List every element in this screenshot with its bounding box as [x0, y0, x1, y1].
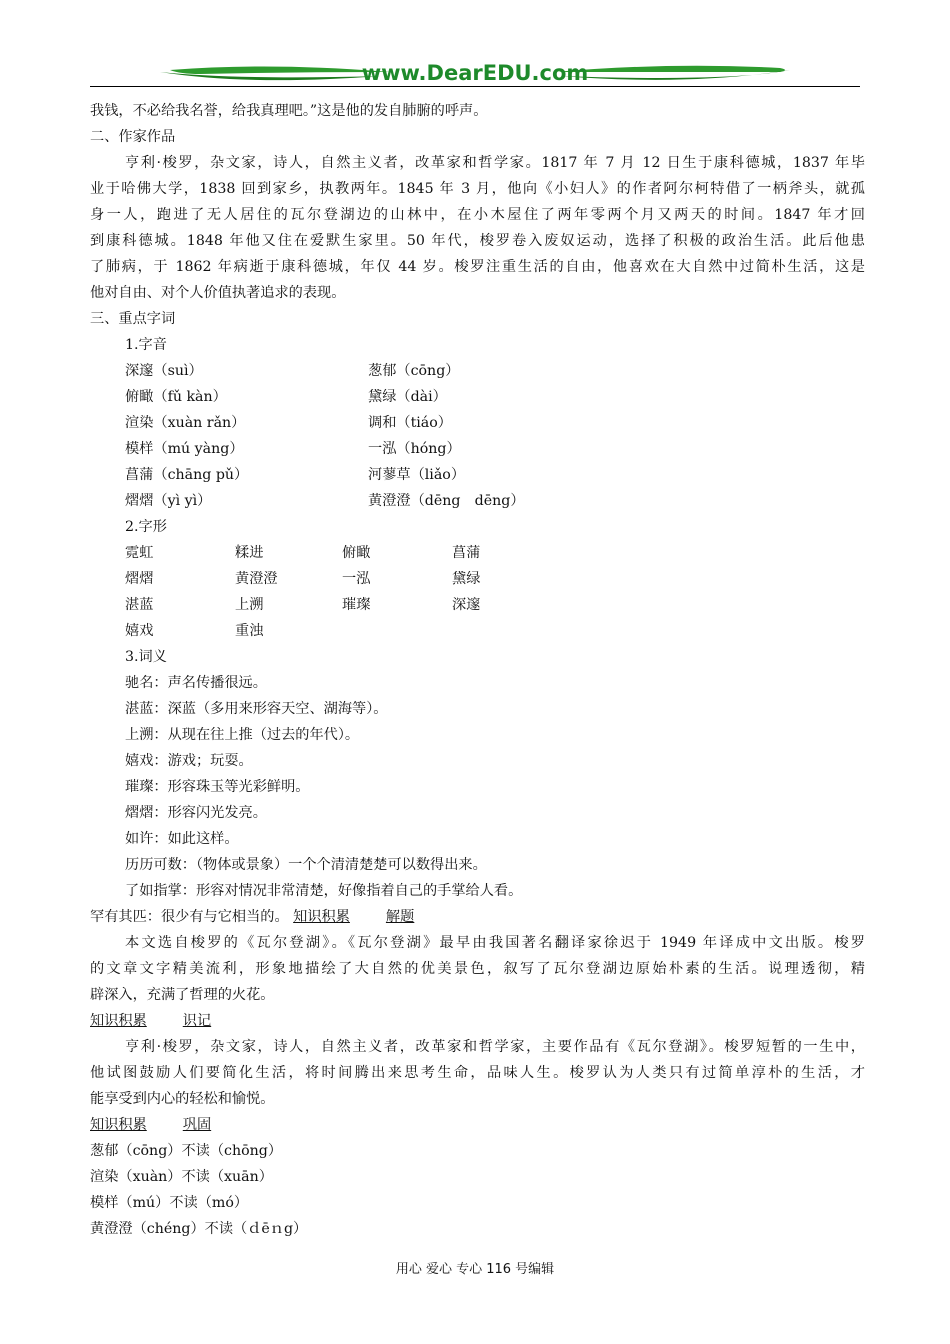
word-form-row — [90, 592, 865, 618]
pronunciation-item: 黛绿（dài） — [368, 389, 447, 405]
jieti-heading — [293, 909, 414, 925]
word-form-item: 菖蒲 — [452, 545, 481, 561]
word-form-item: 璀璨 — [342, 597, 371, 613]
word-form-item: 黄澄澄 — [235, 571, 278, 587]
site-logo-text: www.DearEDU.com — [361, 61, 589, 85]
word-meaning-item: 嬉戏：游戏；玩耍。 — [125, 753, 253, 769]
pronunciation-item: 熠熠（yì yì） — [125, 493, 212, 509]
word-form-item: 糅进 — [235, 545, 264, 561]
word-meaning-title: 3.词义 — [125, 649, 167, 665]
word-meaning-item: 驰名：声名传播很远。 — [125, 675, 267, 691]
word-form-item: 熠熠 — [125, 571, 154, 587]
pronunciation-item: 一泓（hóng） — [368, 441, 461, 457]
knowledge-label: 知识积累 — [90, 1117, 147, 1133]
pronunciation-row — [90, 462, 865, 488]
word-form-row — [90, 566, 865, 592]
word-form-title: 2.字形 — [125, 519, 167, 535]
author-paragraph-line: 他对自由、对个人价值执著追求的表现。 — [90, 285, 346, 301]
word-meaning-item: 上溯：从现在往上推（过去的年代）。 — [125, 727, 360, 743]
word-meaning-last-line — [90, 904, 865, 930]
knowledge-label: 知识积累 — [90, 1013, 147, 1029]
author-paragraph-line: 到康科德城。1848 年他又住在爱默生家里。50 年代，梭罗卷入废奴运动，选择了积极的政治生活。此后他患 — [90, 233, 865, 249]
shiji-paragraph-line: 能享受到内心的轻松和愉悦。 — [90, 1091, 275, 1107]
pronunciation-item: 河蓼草（liǎo） — [368, 467, 466, 483]
gonggu-item: 葱郁（cōng）不读（chōng） — [90, 1143, 283, 1159]
shiji-heading — [90, 1008, 865, 1034]
word-form-row — [90, 618, 865, 644]
section-2-title: 二、作家作品 — [90, 129, 176, 145]
author-paragraph-line: 身一人，跑进了无人居住的瓦尔登湖边的山林中，在小木屋住了两年零两个月又两天的时间。1847 年才回 — [90, 207, 865, 223]
word-form-item: 上溯 — [235, 597, 264, 613]
shiji-paragraph-line: 亨利·梭罗，杂文家，诗人，自然主义者，改革家和哲学家，主要作品有《瓦尔登湖》。梭罗短暂的一生中， — [125, 1039, 865, 1055]
word-meaning-item: 了如指掌：形容对情况非常清楚，好像指着自己的手掌给人看。 — [125, 883, 523, 899]
word-form-row — [90, 540, 865, 566]
word-form-item: 湛蓝 — [125, 597, 154, 613]
jieti-label: 解题 — [385, 909, 415, 925]
pronunciation-row — [90, 436, 865, 462]
pronunciation-item: 俯瞰（fǔ kàn） — [125, 389, 227, 405]
pronunciation-item: 调和（tiáo） — [368, 415, 452, 431]
section-3-title: 三、重点字词 — [90, 311, 176, 327]
document-body — [90, 98, 865, 1242]
gonggu-item: 模样（mú）不读（mó） — [90, 1195, 249, 1211]
word-form-item: 嬉戏 — [125, 623, 154, 639]
pronunciation-row — [90, 410, 865, 436]
knowledge-label: 知识积累 — [293, 909, 350, 925]
word-form-item: 霓虹 — [125, 545, 154, 561]
word-form-item: 黛绿 — [452, 571, 481, 587]
pronunciation-item: 黄澄澄（dēng dēng） — [368, 493, 525, 509]
header-divider — [90, 86, 860, 87]
page-footer: 用心 爱心 专心 116 号编辑 — [395, 1262, 555, 1277]
jieti-paragraph-line: 本文选自梭罗的《瓦尔登湖》。《瓦尔登湖》最早由我国著名翻译家徐迟于 1949 年译成中文出版。梭罗 — [125, 935, 865, 951]
jieti-paragraph-line: 辟深入，充满了哲理的火花。 — [90, 987, 275, 1003]
word-form-item: 一泓 — [342, 571, 371, 587]
gonggu-item: 渲染（xuàn）不读（xuān） — [90, 1169, 273, 1185]
word-form-item: 俯瞰 — [342, 545, 371, 561]
pronunciation-item: 渲染（xuàn rǎn） — [125, 415, 246, 431]
gonggu-label: 巩固 — [182, 1117, 212, 1133]
gonggu-item: 黄澄澄（chéng）不读（ｄēｎg） — [90, 1221, 308, 1237]
intro-line: 我钱，不必给我名誉，给我真理吧。”这是他的发自肺腑的呼声。 — [90, 103, 488, 119]
word-form-item: 深邃 — [452, 597, 481, 613]
word-meaning-item: 璀璨：形容珠玉等光彩鲜明。 — [125, 779, 310, 795]
word-form-item: 重浊 — [235, 623, 264, 639]
pronunciation-row — [90, 384, 865, 410]
word-meaning-item: 熠熠：形容闪光发亮。 — [125, 805, 267, 821]
pronunciation-item: 模样（mú yàng） — [125, 441, 244, 457]
pronunciation-title: 1.字音 — [125, 337, 167, 353]
word-meaning-item: 罕有其匹：很少有与它相当的。 — [90, 909, 289, 925]
author-paragraph-line: 了肺病，于 1862 年病逝于康科德城，年仅 44 岁。梭罗注重生活的自由，他喜欢在大自然中过简朴生活，这是 — [90, 259, 865, 275]
word-meaning-item: 湛蓝：深蓝（多用来形容天空、湖海等）。 — [125, 701, 388, 717]
word-meaning-item: 如许：如此这样。 — [125, 831, 239, 847]
shiji-paragraph-line: 他试图鼓励人们要简化生活，将时间腾出来思考生命，品味人生。梭罗认为人类只有过简单淳朴的生活，才 — [90, 1065, 865, 1081]
shiji-label: 识记 — [182, 1013, 212, 1029]
jieti-paragraph-line: 的文章文字精美流利，形象地描绘了大自然的优美景色，叙写了瓦尔登湖边原始朴素的生活。说理透彻，精 — [90, 961, 865, 977]
pronunciation-row — [90, 488, 865, 514]
pronunciation-item: 深邃（suì） — [125, 363, 203, 379]
author-paragraph-line: 亨利·梭罗，杂文家，诗人，自然主义者，改革家和哲学家。1817 年 7 月 12 日生于康科德城，1837 年毕 — [125, 155, 865, 171]
pronunciation-item: 葱郁（cōng） — [368, 363, 460, 379]
pronunciation-row — [90, 358, 865, 384]
word-meaning-item: 历历可数：（物体或景象）一个个清清楚楚可以数得出来。 — [125, 857, 487, 873]
gonggu-heading — [90, 1112, 865, 1138]
author-paragraph-line: 业于哈佛大学，1838 回到家乡，执教两年。1845 年 3 月，他向《小妇人》的作者阿尔柯特借了一柄斧头，就孤 — [90, 181, 865, 197]
pronunciation-item: 菖蒲（chāng pǔ） — [125, 467, 249, 483]
